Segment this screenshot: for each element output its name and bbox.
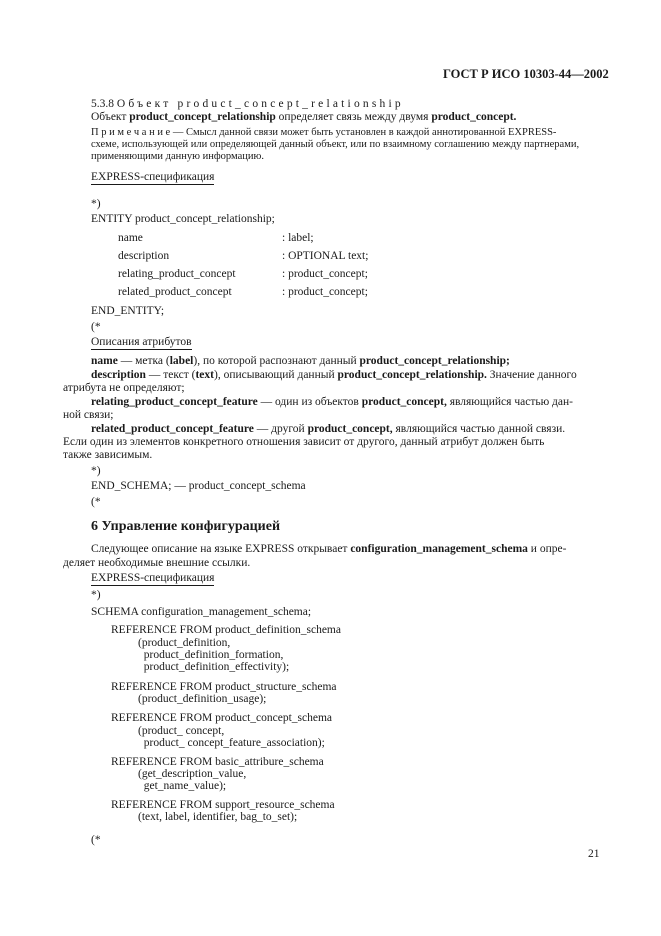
desc-text: — текст (: [145, 369, 196, 381]
term: name: [91, 355, 118, 367]
reference-item: product_definition_effectivity);: [138, 661, 290, 673]
intro-text: Следующее описание на языке EXPRESS открывает: [91, 543, 351, 555]
intro-continuation: деляет необходимые внешние ссылки.: [63, 557, 251, 569]
attribute-name: name: [118, 232, 143, 244]
term: label: [169, 355, 194, 367]
desc-continuation: атрибута не определяют;: [63, 382, 185, 394]
note-line: схеме, использующей или определяющей данный объект, или по взаимному соглашению между партнерами,: [91, 139, 580, 150]
reference-from: REFERENCE FROM support_resource_schema: [111, 799, 335, 811]
reference-from: REFERENCE FROM basic_attribure_schema: [111, 756, 324, 768]
desc-continuation: Если один из элементов конкретного отношения зависит от другого, данный атрибут должен быть: [63, 436, 545, 448]
attribute-type: : label;: [282, 232, 314, 244]
reference-item: product_definition_formation,: [138, 649, 284, 661]
term: relating_product_concept_feature: [91, 396, 258, 408]
attribute-type: : OPTIONAL text;: [282, 250, 369, 262]
term: related_product_concept_feature: [91, 423, 254, 435]
section-number: 5.3.8: [91, 98, 114, 110]
term: description: [91, 369, 146, 381]
code-close: (*: [91, 834, 101, 846]
section-6-intro: [91, 543, 566, 557]
attr-desc-description: [91, 369, 577, 383]
desc-text: — один из объектов: [257, 396, 362, 408]
term: product_concept,: [361, 396, 447, 408]
code-open: *): [91, 198, 101, 210]
attribute-name: description: [118, 250, 170, 262]
entity-declaration: ENTITY product_concept_relationship;: [91, 213, 275, 225]
attr-desc-name: [91, 355, 510, 369]
section-title: [91, 98, 404, 112]
code-close: (*: [91, 496, 101, 508]
reference-item: (product_ concept,: [138, 725, 225, 737]
code-open: *): [91, 465, 101, 477]
attr-desc-relating: [91, 396, 573, 410]
section-heading: 6 Управление конфигурацией: [91, 519, 281, 534]
code-open: *): [91, 589, 101, 601]
desc-text: ), по которой распознают данный: [193, 355, 360, 367]
attribute-descriptions-label: Описания атрибутов: [91, 336, 192, 348]
reference-from: REFERENCE FROM product_concept_schema: [111, 712, 333, 724]
attr-desc-related: [91, 423, 565, 437]
desc-text: являющийся частью дан-: [446, 396, 573, 408]
desc-text: ), описывающий данный: [213, 369, 338, 381]
schema-declaration: SCHEMA configuration_management_schema;: [91, 606, 312, 618]
section-name: Объект product_concept_relationship: [116, 98, 404, 110]
attribute-name: relating_product_concept: [118, 268, 236, 280]
attribute-type: : product_concept;: [282, 286, 368, 298]
desc-text: — другой: [253, 423, 308, 435]
reference-item: (text, label, identifier, bag_to_set);: [138, 811, 298, 823]
reference-from: REFERENCE FROM product_definition_schema: [111, 624, 341, 636]
reference-item: get_name_value);: [138, 780, 227, 792]
document-header: ГОСТ Р ИСО 10303-44—2002: [443, 67, 609, 81]
intro-term: configuration_management_schema: [350, 543, 528, 555]
term: product_concept_relationship;: [359, 355, 510, 367]
intro-text: определяет связь между двумя: [275, 111, 432, 123]
term: product_concept_relationship.: [337, 369, 487, 381]
attribute-name: related_product_concept: [118, 286, 232, 298]
desc-text: являющийся частью данной связи.: [392, 423, 566, 435]
end-entity: END_ENTITY;: [91, 305, 165, 317]
section-intro: [91, 111, 516, 125]
note-line: применяющими данную информацию.: [91, 151, 264, 162]
note-line: П р и м е ч а н и е — Смысл данной связи может быть установлен в каждой аннотированной EXPRESS-: [91, 127, 557, 138]
intro-text: и опре-: [527, 543, 567, 555]
intro-text: Объект: [91, 111, 130, 123]
page-number: 21: [588, 848, 600, 860]
reference-item: (get_description_value,: [138, 768, 247, 780]
term: text: [195, 369, 214, 381]
express-spec-label: EXPRESS-спецификация: [91, 572, 215, 584]
reference-item: product_ concept_feature_association);: [138, 737, 325, 749]
attribute-type: : product_concept;: [282, 268, 368, 280]
intro-term: product_concept.: [431, 111, 517, 123]
desc-text: Значение данного: [486, 369, 577, 381]
desc-continuation: также зависимым.: [63, 449, 153, 461]
desc-continuation: ной связи;: [63, 409, 114, 421]
intro-term: product_concept_relationship: [129, 111, 276, 123]
end-schema: END_SCHEMA; — product_concept_schema: [91, 480, 306, 492]
reference-item: (product_definition,: [138, 637, 231, 649]
reference-item: (product_definition_usage);: [138, 693, 267, 705]
reference-from: REFERENCE FROM product_structure_schema: [111, 681, 337, 693]
code-close: (*: [91, 321, 101, 333]
term: product_concept,: [307, 423, 393, 435]
desc-text: — метка (: [117, 355, 170, 367]
express-spec-label: EXPRESS-спецификация: [91, 171, 215, 183]
